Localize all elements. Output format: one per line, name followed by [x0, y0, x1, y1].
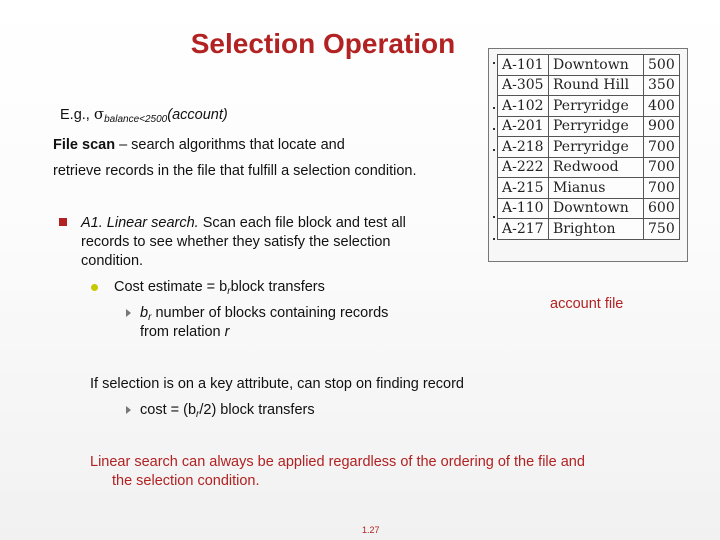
tick-mark: [493, 107, 495, 109]
balance-cell: 700: [644, 178, 680, 199]
balance-cell: 600: [644, 198, 680, 219]
cost-estimate: [114, 278, 325, 301]
balance-cell: 750: [644, 219, 680, 240]
balance-cell: 900: [644, 116, 680, 137]
account-number-cell: A-110: [498, 198, 549, 219]
branch-name-cell: Mianus: [549, 178, 644, 199]
account-number-cell: A-305: [498, 75, 549, 96]
account-file-figure: [488, 48, 688, 262]
branch-name-cell: Downtown: [549, 55, 644, 76]
page-number: 1.27: [362, 525, 380, 535]
branch-name-cell: Perryridge: [549, 137, 644, 158]
balance-cell: 700: [644, 157, 680, 178]
table-row: [498, 116, 680, 137]
branch-name-cell: Downtown: [549, 198, 644, 219]
cost-key: [140, 401, 315, 424]
balance-cell: 400: [644, 96, 680, 117]
cost-key-suffix: /2) block transfers: [199, 402, 315, 418]
account-number-cell: A-217: [498, 219, 549, 240]
branch-name-cell: Round Hill: [549, 75, 644, 96]
br-line2-prefix: from relation: [140, 324, 225, 340]
branch-name-cell: Perryridge: [549, 96, 644, 117]
account-table: [497, 54, 680, 240]
tick-mark: [493, 216, 495, 218]
linear-note-line2: the selection condition.: [112, 473, 260, 489]
tick-mark: [493, 238, 495, 240]
a1-line1: [81, 214, 406, 233]
account-number-cell: A-101: [498, 55, 549, 76]
table-row: [498, 157, 680, 178]
a1-desc: Scan each file block and test all: [198, 215, 406, 231]
tick-mark: [493, 62, 495, 64]
example-relation: (account): [167, 107, 228, 123]
account-number-cell: A-201: [498, 116, 549, 137]
br-rest: number of blocks containing records: [151, 305, 389, 321]
key-attribute-note: If selection is on a key attribute, can stop on finding record: [90, 376, 464, 392]
account-number-cell: A-215: [498, 178, 549, 199]
br-line2-r: r: [224, 324, 230, 340]
a1-line3: condition.: [81, 253, 144, 269]
square-bullet-icon: [59, 218, 67, 226]
example-prefix: E.g.,: [60, 107, 94, 123]
slide-title: Selection Operation: [190, 28, 456, 59]
table-row: [498, 75, 680, 96]
linear-note-line1: Linear search can always be applied regardless of the ordering of the file and: [90, 454, 585, 470]
account-number-cell: A-102: [498, 96, 549, 117]
table-row: [498, 178, 680, 199]
file-scan-term: File scan: [53, 137, 116, 153]
branch-name-cell: Redwood: [549, 157, 644, 178]
dot-bullet-icon: [91, 284, 98, 291]
table-row: [498, 96, 680, 117]
triangle-bullet-icon: [126, 309, 131, 317]
account-number-cell: A-218: [498, 137, 549, 158]
file-scan-line2: retrieve records in the file that fulfill a selection condition.: [53, 163, 417, 179]
cost-sub: r: [227, 286, 231, 297]
file-scan-line1: [53, 136, 345, 155]
cost-key-sub: r: [196, 409, 200, 420]
branch-name-cell: Perryridge: [549, 116, 644, 137]
tick-mark: [493, 128, 495, 130]
account-number-cell: A-222: [498, 157, 549, 178]
sigma-symbol: σ: [93, 105, 105, 123]
cost-suffix: block transfers: [230, 279, 325, 295]
table-row: [498, 55, 680, 76]
table-row: [498, 219, 680, 240]
example-expression: [60, 105, 228, 129]
balance-cell: 500: [644, 55, 680, 76]
file-scan-definition: – search algorithms that locate and: [115, 137, 345, 153]
br-sub: r: [148, 312, 152, 323]
a1-name: A1. Linear search.: [81, 215, 199, 231]
triangle-bullet-icon: [126, 406, 131, 414]
balance-cell: 700: [644, 137, 680, 158]
br-definition-line2: [140, 323, 229, 342]
br-b: b: [140, 305, 149, 321]
tick-mark: [493, 149, 495, 151]
table-row: [498, 137, 680, 158]
balance-cell: 350: [644, 75, 680, 96]
account-file-caption: account file: [550, 296, 624, 312]
a1-line2: records to see whether they satisfy the selection: [81, 234, 391, 250]
branch-name-cell: Brighton: [549, 219, 644, 240]
cost-key-prefix: cost = (b: [140, 402, 197, 418]
example-subscript: balance<2500: [104, 114, 168, 125]
table-row: [498, 198, 680, 219]
cost-prefix: Cost estimate = b: [114, 279, 228, 295]
